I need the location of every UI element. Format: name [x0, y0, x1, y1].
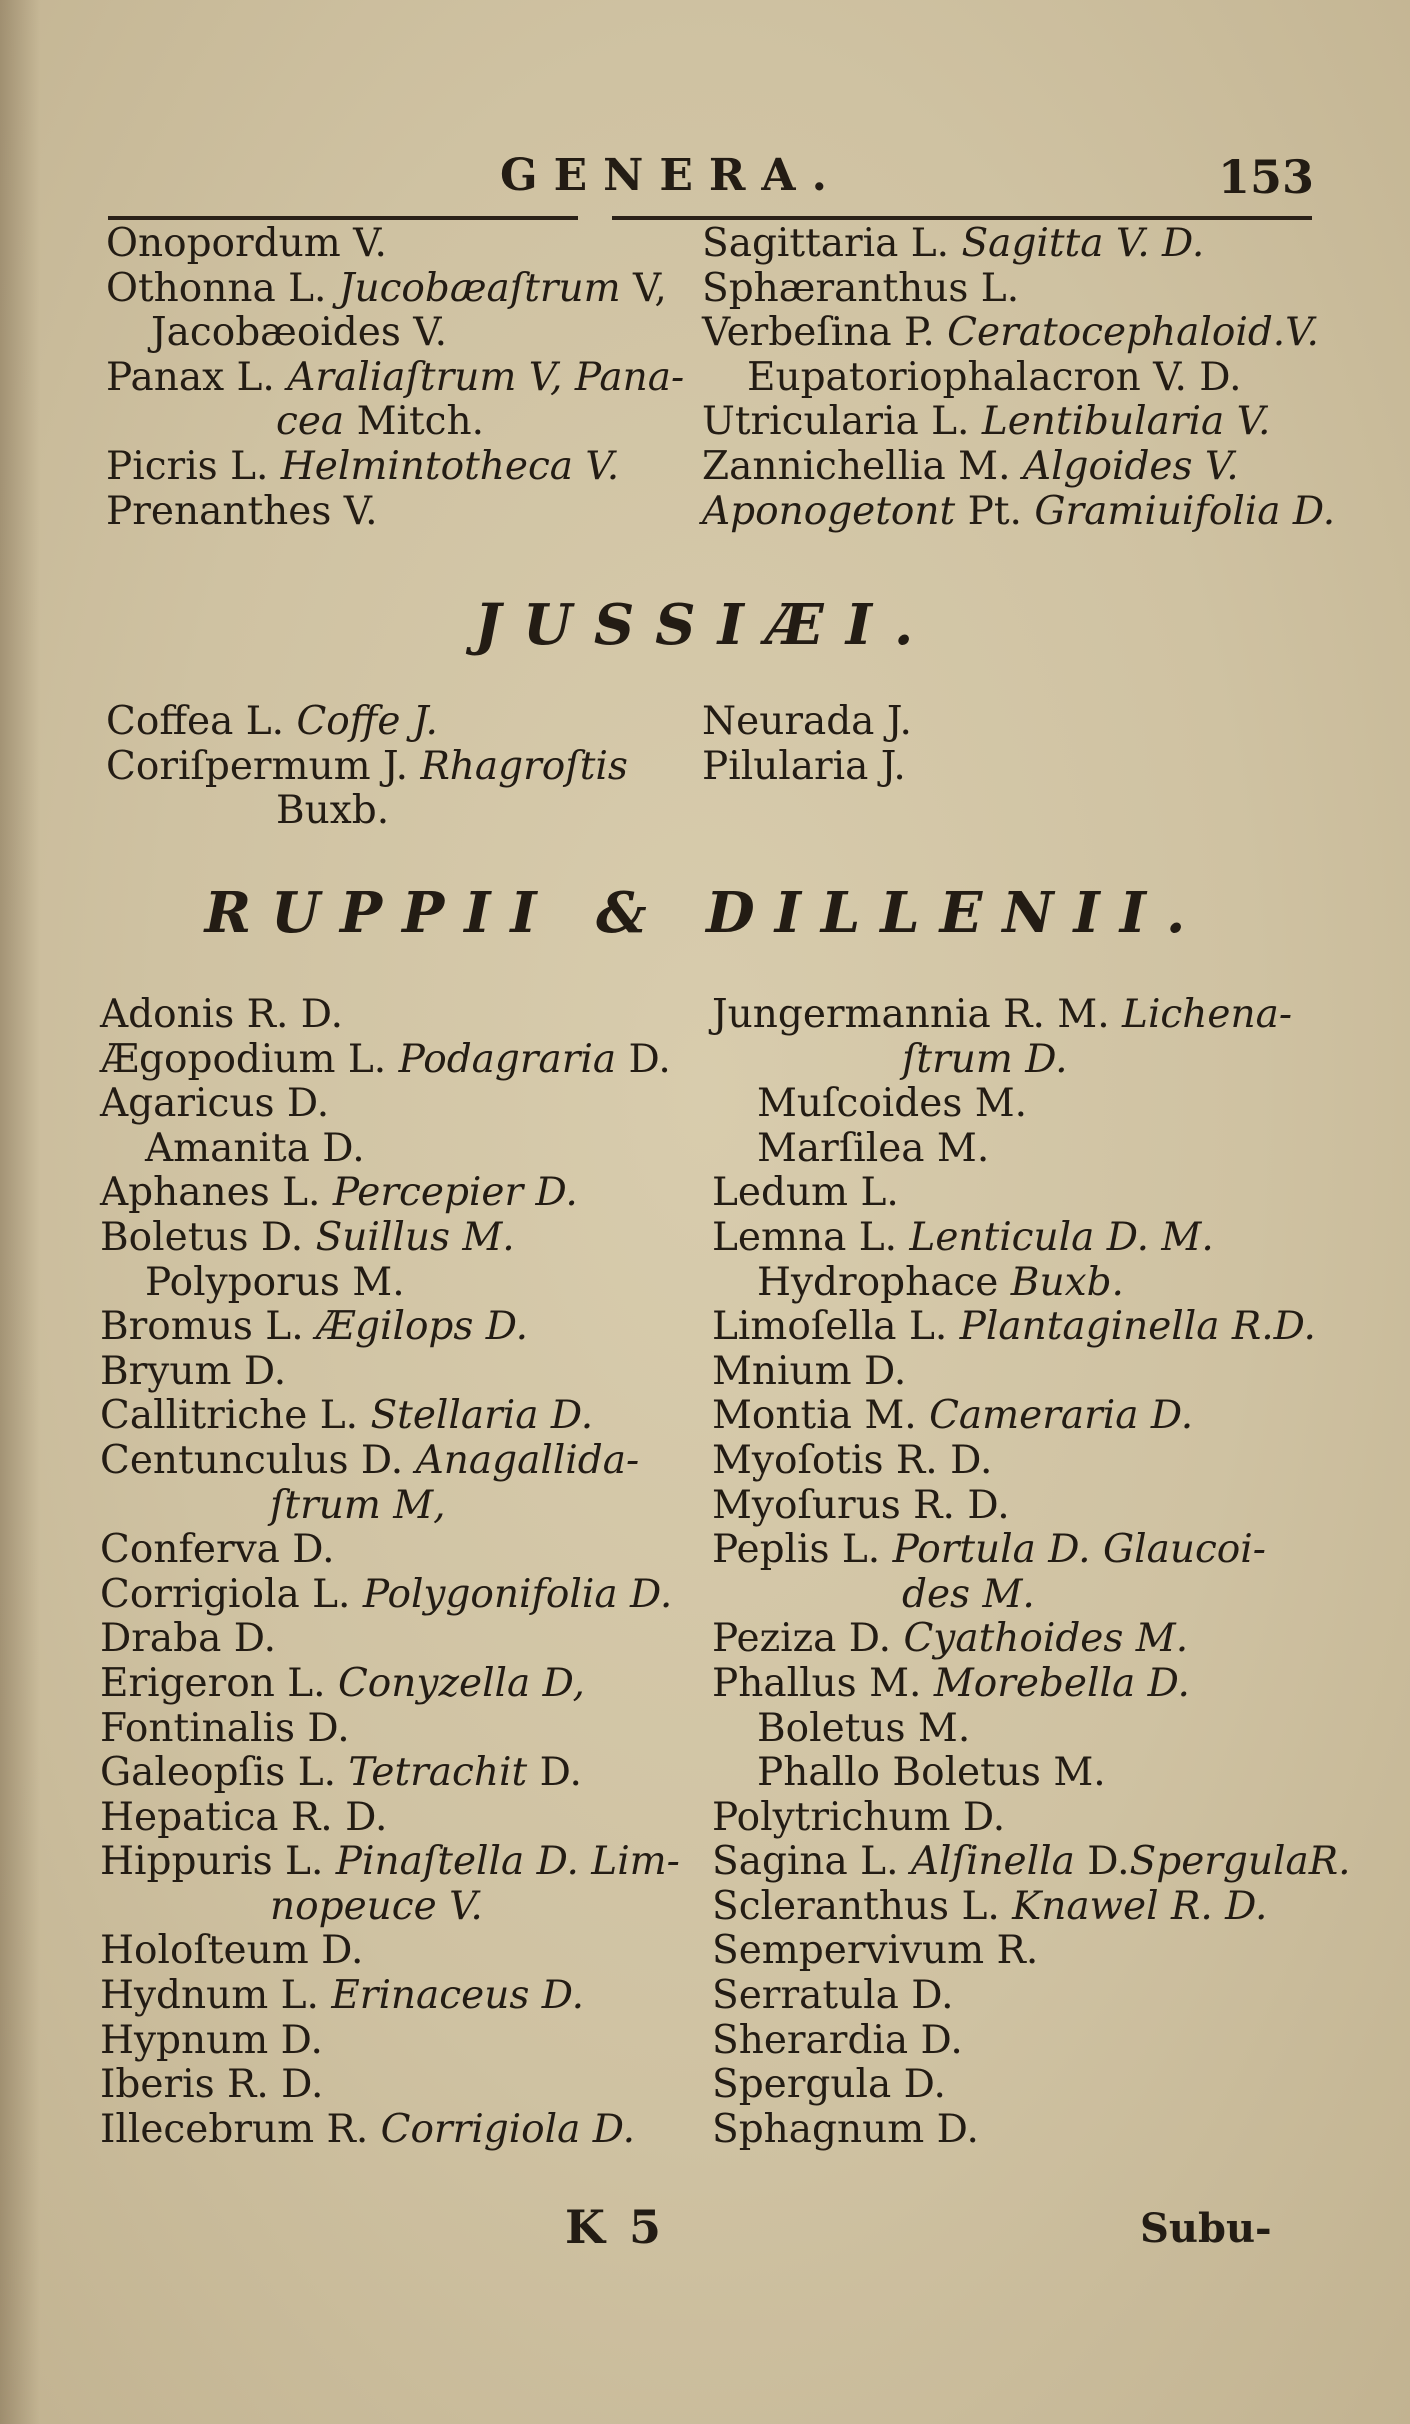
text-segment: Conferva D. — [100, 1527, 335, 1573]
text-segment: Centunculus D. — [100, 1437, 416, 1483]
italic-segment: Suillus M. — [315, 1214, 515, 1260]
entry-line — [100, 1171, 680, 1216]
italic-segment: Stellaria D. — [370, 1393, 594, 1439]
text-segment: D. — [1074, 1839, 1130, 1885]
entry-line — [712, 1082, 1351, 1127]
text-segment: Neurada J. — [702, 699, 912, 744]
entry-line — [106, 267, 684, 312]
text-segment: Myoſotis R. D. — [712, 1437, 993, 1483]
text-segment: Pilularia J. — [702, 743, 906, 789]
italic-segment: Pinaſtella D. Lim- — [335, 1839, 680, 1885]
text-segment: Agaricus D. — [100, 1081, 330, 1127]
text-segment: Eupatoriophalacron V. D. — [747, 354, 1242, 400]
entry-line — [712, 1171, 1351, 1216]
entry-line — [702, 700, 912, 745]
section-heading-jussiaei: JUSSIÆI. — [474, 592, 936, 658]
italic-segment: Conyzella D, — [337, 1660, 585, 1706]
entry-line — [712, 1840, 1351, 1885]
entry-line — [100, 1617, 680, 1662]
italic-segment: cea — [276, 399, 345, 445]
entry-line — [106, 700, 628, 745]
text-segment: Hydrophace — [757, 1259, 1011, 1305]
text-segment: Mnium D. — [712, 1348, 907, 1394]
italic-segment: Anagallida- — [415, 1437, 640, 1483]
text-segment: Prenanthes V. — [106, 488, 378, 534]
text-segment: Illecebrum R. — [100, 2106, 381, 2152]
entry-line — [712, 1707, 1351, 1752]
entry-line — [702, 490, 1335, 535]
text-segment: Phallo Boletus M. — [757, 1750, 1106, 1796]
entry-line — [712, 1929, 1351, 1974]
text-segment: Draba D. — [100, 1616, 277, 1662]
text-segment: Hypnum D. — [100, 2017, 323, 2063]
text-segment: Jungermannia R. M. — [712, 992, 1123, 1037]
entry-line — [712, 1127, 1351, 1172]
italic-segment: Polygonifolia D. — [362, 1571, 673, 1617]
text-segment: Ledum L. — [712, 1170, 899, 1216]
text-segment: Ægopodium L. — [100, 1036, 399, 1082]
entry-line — [702, 356, 1335, 401]
italic-segment: Lichena- — [1122, 992, 1293, 1037]
italic-segment: Morebella D. — [933, 1660, 1190, 1706]
text-segment: Fontinalis D. — [100, 1705, 350, 1751]
text-segment: Iberis R. D. — [100, 2062, 324, 2108]
entry-line — [106, 789, 628, 834]
entry-line — [712, 1796, 1351, 1841]
entry-line — [106, 490, 684, 535]
text-segment: Polytrichum D. — [712, 1794, 1006, 1840]
entry-line — [100, 1261, 680, 1306]
italic-segment: Cyathoides M. — [903, 1616, 1189, 1662]
entry-line — [712, 2063, 1351, 2108]
entry-line — [712, 1216, 1351, 1261]
text-segment: Jacobæoides V. — [151, 310, 447, 356]
text-segment: Bromus L. — [100, 1304, 316, 1350]
italic-segment: Plantaginella R.D. — [959, 1304, 1316, 1350]
text-segment: Zannichellia M. — [702, 443, 1023, 489]
text-segment: Sagina L. — [712, 1839, 911, 1885]
text-segment: Sherardia D. — [712, 2017, 963, 2063]
ruppii-left-column — [100, 993, 680, 2152]
text-segment: Coriſpermum J. — [106, 743, 421, 789]
entry-line — [100, 1082, 680, 1127]
entry-line — [100, 1439, 680, 1484]
entry-line — [712, 1751, 1351, 1796]
text-segment: Sphæranthus L. — [702, 265, 1020, 311]
entry-line — [712, 1305, 1351, 1350]
entry-line — [100, 2108, 680, 2153]
text-segment: Polyporus M. — [145, 1259, 405, 1305]
entry-line — [712, 1885, 1351, 1930]
section-heading-ruppii-dillenii: RUPPII & DILLENII. — [204, 880, 1206, 946]
entry-line — [100, 1885, 680, 1930]
entry-line — [106, 445, 684, 490]
text-segment: Peziza D. — [712, 1616, 904, 1662]
italic-segment: Percepier D. — [332, 1170, 578, 1216]
page-edge-shadow — [0, 0, 40, 2424]
text-segment: Buxb. — [276, 788, 390, 834]
signature-mark: K 5 — [565, 2200, 666, 2254]
entry-line — [712, 1350, 1351, 1395]
text-segment: Hippuris L. — [100, 1839, 336, 1885]
text-segment: Sempervivum R. — [712, 1928, 1039, 1974]
entry-line — [100, 2063, 680, 2108]
entry-line — [106, 222, 684, 267]
text-segment: Adonis R. D. — [100, 992, 344, 1037]
entry-line — [100, 1038, 680, 1083]
text-segment: Erigeron L. — [100, 1660, 338, 1706]
text-segment: Pt. — [955, 488, 1035, 534]
text-segment: Limoſella L. — [712, 1304, 960, 1350]
italic-segment: Araliaſtrum V, Pana- — [287, 354, 685, 400]
entry-line — [100, 1484, 680, 1529]
text-segment: Peplis L. — [712, 1527, 893, 1573]
ruppii-right-column — [712, 993, 1351, 2152]
entry-line — [712, 1261, 1351, 1306]
text-segment: Sagittaria L. — [702, 221, 962, 266]
entry-line — [106, 356, 684, 401]
entry-line — [702, 400, 1335, 445]
text-segment: Boletus D. — [100, 1214, 316, 1260]
entry-line — [100, 1573, 680, 1618]
entry-line — [100, 1707, 680, 1752]
text-segment: Hepatica R. D. — [100, 1794, 388, 1840]
entry-line — [106, 311, 684, 356]
entry-line — [712, 1573, 1351, 1618]
entry-line — [712, 1617, 1351, 1662]
italic-segment: ſtrum M, — [270, 1482, 446, 1528]
text-segment: Serratula D. — [712, 1973, 954, 2019]
italic-segment: Aponogetont — [702, 488, 956, 534]
italic-segment: Ægilops D. — [316, 1304, 529, 1350]
entry-line — [702, 222, 1335, 267]
text-segment: Bryum D. — [100, 1348, 287, 1394]
entry-line — [100, 1840, 680, 1885]
italic-segment: Cameraria D. — [929, 1393, 1194, 1439]
italic-segment: Sagitta V. D. — [961, 221, 1205, 266]
italic-segment: Algoides V. — [1022, 443, 1239, 489]
entry-line — [712, 1974, 1351, 2019]
entry-line — [100, 1127, 680, 1172]
italic-segment: nopeuce V. — [270, 1883, 483, 1929]
entry-line — [100, 1305, 680, 1350]
text-segment: V, — [620, 265, 667, 311]
text-segment: Picris L. — [106, 443, 281, 489]
text-segment: Myoſurus R. D. — [712, 1482, 1010, 1528]
entry-line — [712, 2019, 1351, 2064]
italic-segment: Corrigiola D. — [380, 2106, 636, 2152]
entry-line — [712, 1662, 1351, 1707]
italic-segment: Portula D. Glaucoi- — [892, 1527, 1266, 1573]
jussiaei-left-column — [106, 700, 628, 834]
running-header: GENERA. — [500, 150, 843, 201]
italic-segment: Podagraria — [398, 1036, 617, 1082]
entry-line — [712, 1394, 1351, 1439]
text-segment: Holoſteum D. — [100, 1928, 364, 1974]
entry-line — [100, 1974, 680, 2019]
text-segment: Spergula D. — [712, 2062, 946, 2108]
italic-segment: Erinaceus D. — [331, 1973, 585, 2019]
italic-segment: Jucobæaſtrum — [338, 265, 621, 311]
text-segment: Montia M. — [712, 1393, 930, 1439]
entry-line — [100, 1394, 680, 1439]
italic-segment: Buxb. — [1010, 1259, 1124, 1305]
entry-line — [712, 1484, 1351, 1529]
entry-line — [100, 1216, 680, 1261]
entry-line — [712, 1439, 1351, 1484]
entry-line — [100, 1751, 680, 1796]
italic-segment: Ceratocephaloid.V. — [947, 310, 1319, 356]
entry-line — [702, 445, 1335, 490]
entry-line — [100, 1929, 680, 1974]
text-segment: Coffea L. — [106, 699, 297, 744]
italic-segment: SpergulaR. — [1129, 1839, 1351, 1885]
entry-line — [100, 993, 680, 1038]
entry-line — [100, 1528, 680, 1573]
jussiaei-right-column — [702, 700, 912, 789]
entry-line — [712, 993, 1351, 1038]
italic-segment: Gramiuifolia D. — [1034, 488, 1336, 534]
text-segment: D. — [616, 1036, 671, 1082]
text-segment: Utricularia L. — [702, 399, 982, 445]
text-segment: Corrigiola L. — [100, 1571, 363, 1617]
italic-segment: Tetrachit — [348, 1750, 528, 1796]
text-segment: Amanita D. — [145, 1125, 365, 1171]
entry-line — [712, 2108, 1351, 2153]
italic-segment: Alſinella — [910, 1839, 1075, 1885]
italic-segment: des M. — [902, 1571, 1035, 1617]
entry-line — [106, 745, 628, 790]
italic-segment: Rhagroſtis — [420, 743, 628, 789]
italic-segment: Lenticula D. M. — [909, 1214, 1214, 1260]
entry-line — [712, 1528, 1351, 1573]
entry-line — [106, 400, 684, 445]
text-segment: Boletus M. — [757, 1705, 971, 1751]
top-right-column — [702, 222, 1335, 534]
text-segment: Lemna L. — [712, 1214, 910, 1260]
entry-line — [100, 1662, 680, 1707]
italic-segment: Lentibularia V. — [981, 399, 1271, 445]
header-rule-right — [612, 216, 1312, 220]
italic-segment: Helmintotheca V. — [280, 443, 620, 489]
entry-line — [702, 267, 1335, 312]
top-left-column — [106, 222, 684, 534]
text-segment: Galeopſis L. — [100, 1750, 349, 1796]
text-segment: Muſcoides M. — [757, 1081, 1028, 1127]
text-segment: Phallus M. — [712, 1660, 934, 1706]
text-segment: Scleranthus L. — [712, 1883, 1013, 1929]
text-segment: Panax L. — [106, 354, 288, 400]
entry-line — [702, 745, 912, 790]
entry-line — [712, 1038, 1351, 1083]
page-number: 153 — [1218, 150, 1315, 204]
text-segment: Hydnum L. — [100, 1973, 332, 2019]
text-segment: Callitriche L. — [100, 1393, 371, 1439]
italic-segment: ſtrum D. — [902, 1036, 1068, 1082]
text-segment: Marſilea M. — [757, 1125, 990, 1171]
header-rule-left — [108, 216, 578, 220]
text-segment: D. — [527, 1750, 582, 1796]
italic-segment: Coffe J. — [296, 699, 438, 744]
entry-line — [100, 2019, 680, 2064]
text-segment: Verbeſina P. — [702, 310, 948, 356]
entry-line — [702, 311, 1335, 356]
entry-line — [100, 1350, 680, 1395]
entry-line — [100, 1796, 680, 1841]
text-segment: Othonna L. — [106, 265, 339, 311]
text-segment: Aphanes L. — [100, 1170, 333, 1216]
text-segment: Onopordum V. — [106, 221, 387, 266]
catchword: Subu- — [1140, 2205, 1272, 2252]
text-segment: Sphagnum D. — [712, 2106, 979, 2152]
text-segment: Mitch. — [344, 399, 485, 445]
italic-segment: Knawel R. D. — [1012, 1883, 1268, 1929]
